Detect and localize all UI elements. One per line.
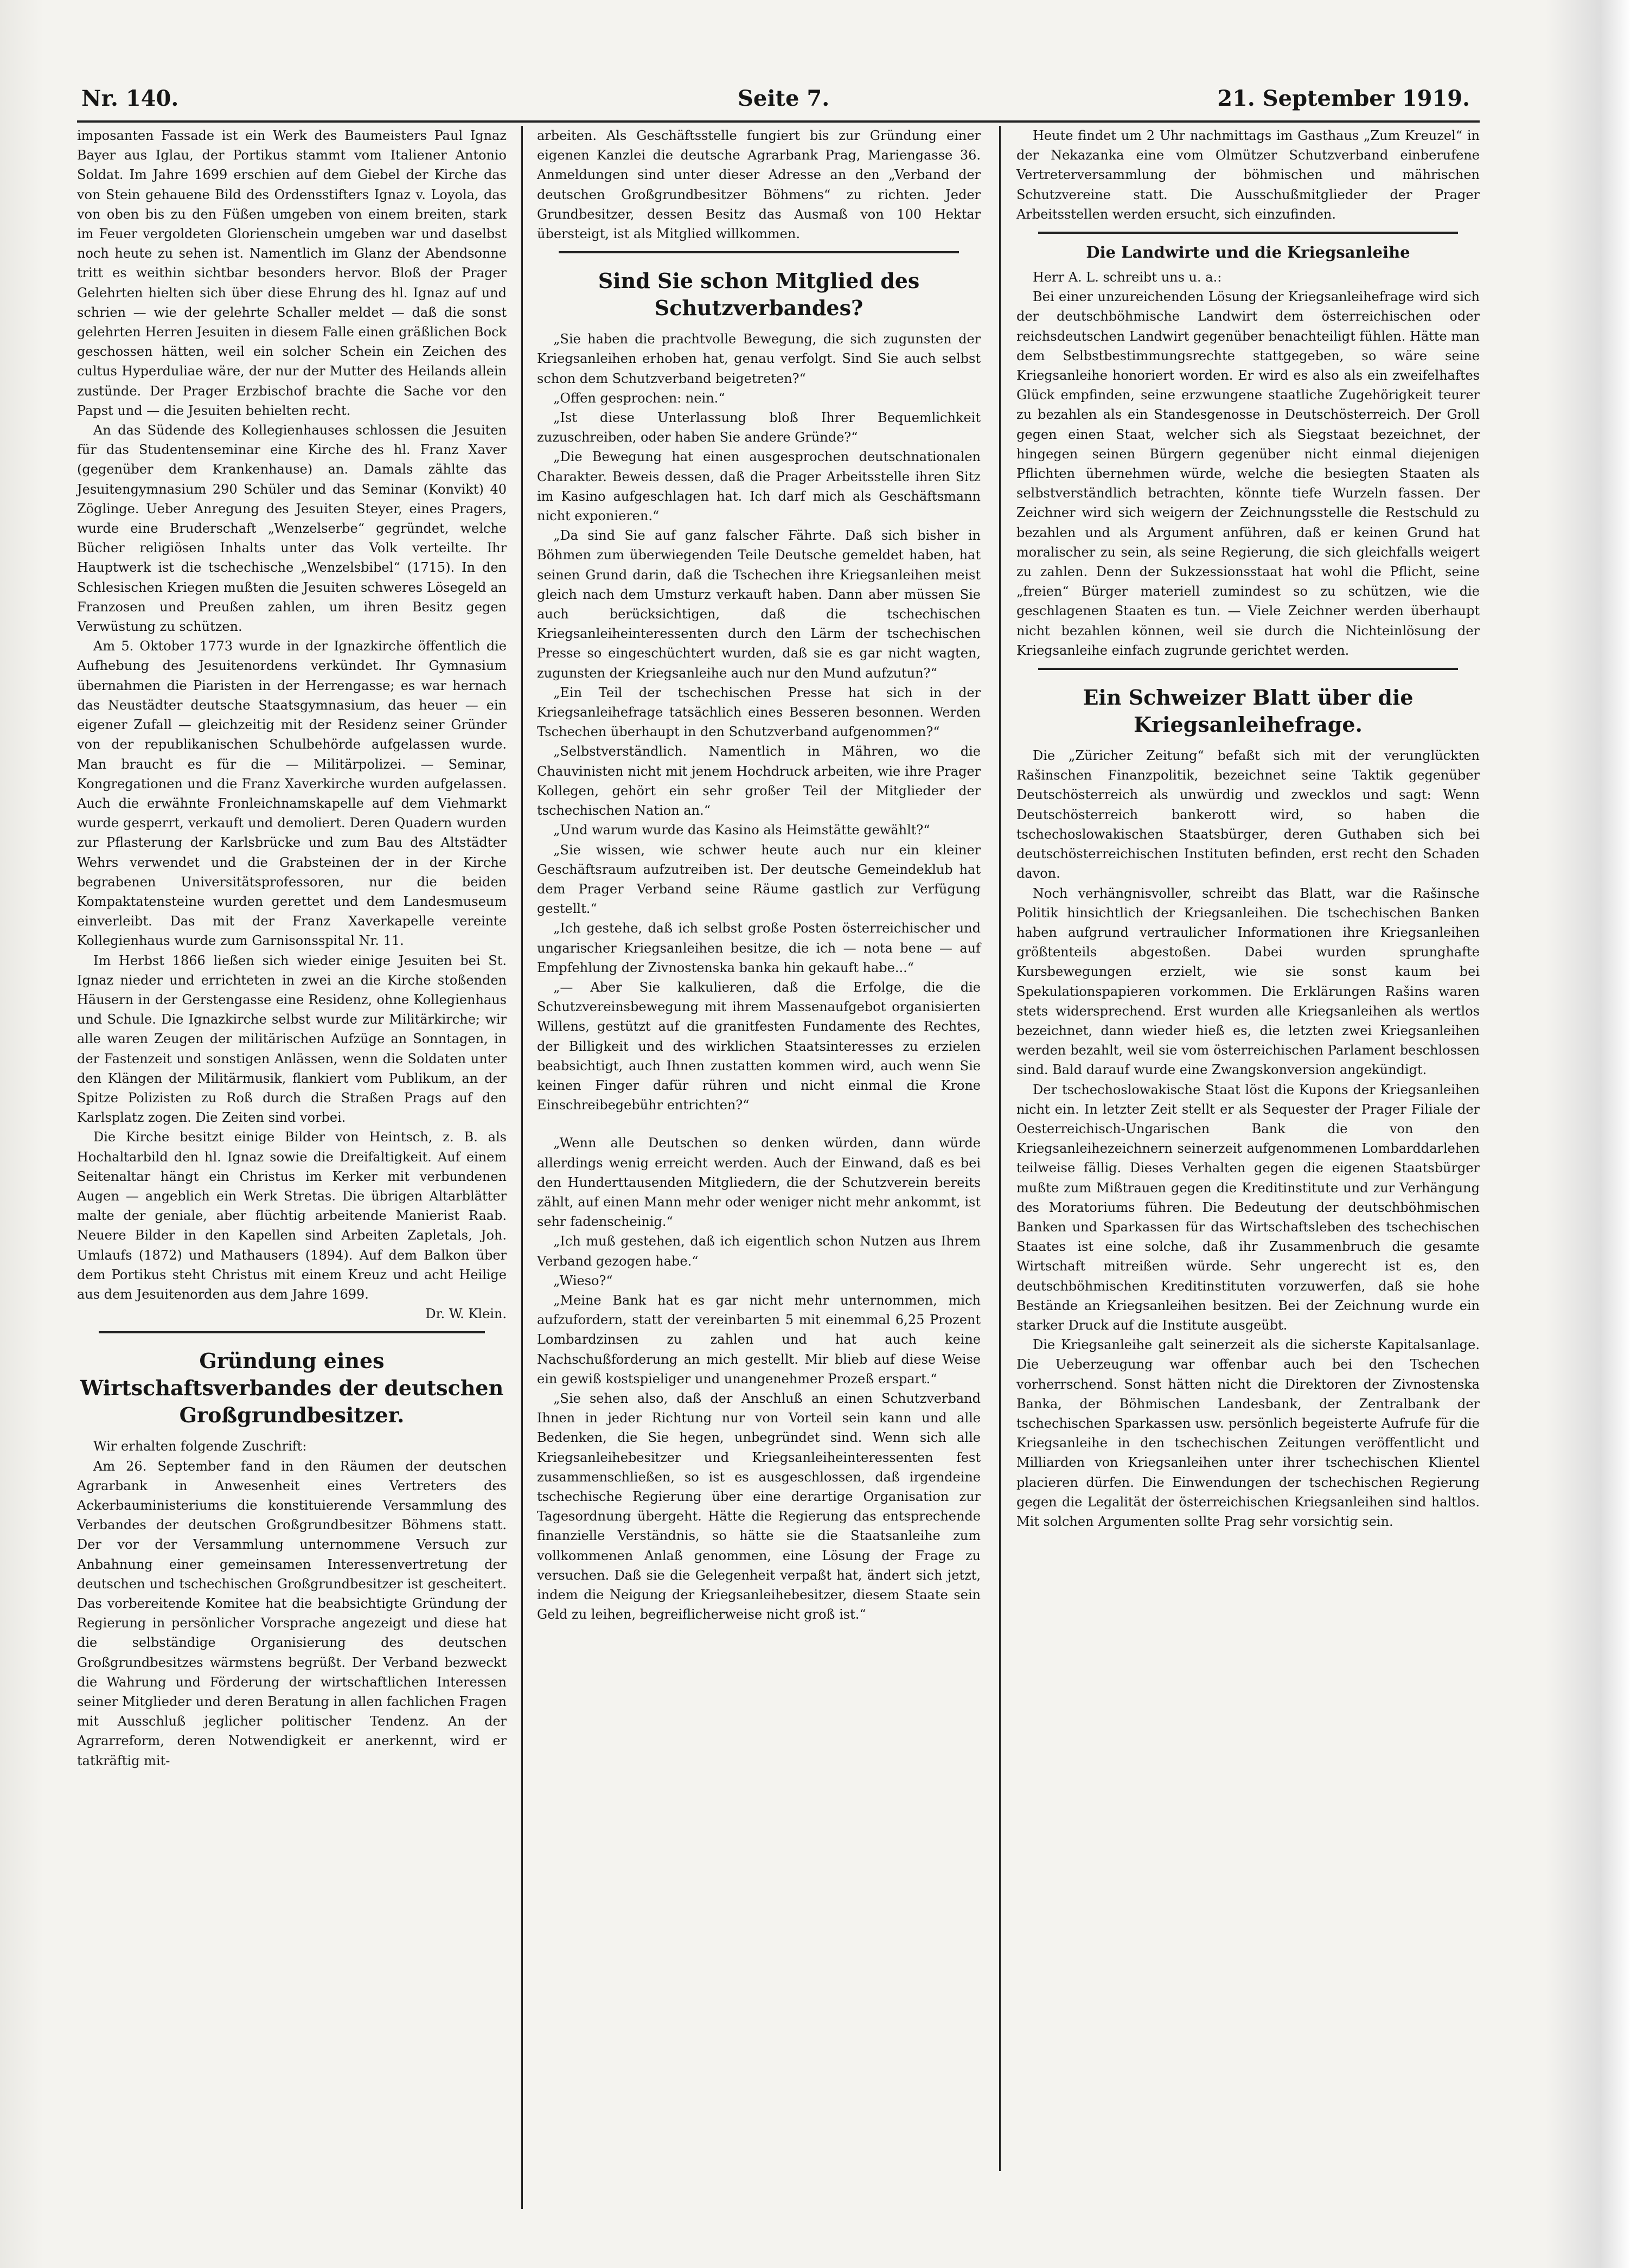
article-paragraph: Die Kirche besitzt einige Bilder von Heintsch, z. B. als Hochaltarbild den hl. Ignaz sowie die Dreifaltigkeit. Auf einem Seitenaltar hängt ein Christus im Kerker mit verbundenen Augen — angeblich ein Werk Stretas. Die übrigen Altarblätter malte der geniale, aber flüchtig arbeitende Manierist Raab. Neuere Bilder in den Kapellen sind Arbeiten Zapletals, Joh. Umlaufs (1872) und Mathausers (1894). Auf dem Balkon über dem Portikus steht Christus mit einem Kreuz und acht Heilige aus dem Jesuitenorden aus dem Jahre 1699. [77, 1129, 507, 1302]
column-2 [537, 126, 981, 2241]
dialogue-paragraph: „Sie haben die prachtvolle Bewegung, die sich zugunsten der Kriegsanleihen erhoben hat, genau verfolgt. Sind Sie auch selbst schon dem Schutzverband beigetreten?“ [537, 331, 981, 386]
dialogue-paragraph: „— Aber Sie kalkulieren, daß die Erfolge, die die Schutzvereinsbewegung mit ihrem Massenaufgebot organisierten Willens, gestützt auf die granitfesten Fundamente des Rechtes, der Billigkeit und des wirklichen Staatsinteresses zu erzielen beabsichtigt, auch Ihnen zustatten kommen wird, auch wenn Sie keinen Finger dafür rühren und nicht einmal die Krone Einschreibegebühr entrichten?“ [537, 979, 981, 1113]
dialogue-paragraph: „Offen gesprochen: nein.“ [553, 390, 725, 406]
dialogue-paragraph: „Ist diese Unterlassung bloß Ihrer Bequemlichkeit zuzuschreiben, oder haben Sie andere Gründe?“ [537, 410, 981, 445]
article-paragraph: Am 5. Oktober 1773 wurde in der Ignazkirche öffentlich die Aufhebung des Jesuitenordens verkündet. Ihr Gymnasium übernahmen die Piaristen in der Herrengasse; es war hernach das Neustädter deutsche Staatsgymnasium, das heuer — ein eigener Zufall — gleichzeitig mit der Residenz seiner Gründer von der republikanischen Schulbehörde aufgelassen wurde. Man braucht es für die — Militärpolizei. — Seminar, Kongregationen und die Franz Xaverkirche wurden aufgelassen. Auch die erwähnte Fronleichnamskapelle auf dem Viehmarkt wurde gesperrt, verkauft und demoliert. Deren Quadern wurden zur Pflasterung der Karlsbrücke und zum Bau des Altstädter Wehrs verwendet und die Grabsteinen der in der Kirche begrabenen Universitätsprofessoren, nur die beiden Kompaktatensteine wurden gerettet und dem Landesmuseum einverleibt. Das mit der Franz Xaverkapelle vereinte Kollegienhaus wurde zum Garnisonsspital Nr. 11. [77, 638, 507, 949]
dialogue-paragraph: „Sie sehen also, daß der Anschluß an einen Schutzverband Ihnen in jeder Richtung nur von Vorteil sein kann und alle Bedenken, die Sie hegen, unbegründet sind. Wenn sich alle Kriegsanleihebesitzer und Kriegsanleiheinteressenten fest zusammenschließen, so ist es ausgeschlossen, daß irgendeine tschechische Regierung über eine derartige Organisation zur Tagesordnung übergeht. Hätte die Regierung das entsprechende finanzielle Verständnis, so hätte sie die Staatsanleihe zum vollkommenen Anlaß genommen, eine Lösung der Frage zu versuchen. Daß sie die Gelegenheit verpaßt hat, ändert sich jetzt, indem die Neigung der Kriegsanleihebesitzer, diesem Staate sein Geld zu leihen, begreiflicherweise nicht groß ist.“ [537, 1390, 981, 1622]
headline-schweizer-blatt: Ein Schweizer Blatt über die Kriegsanleihefrage. [1083, 685, 1413, 737]
page-number: Seite 7. [738, 86, 830, 111]
article-paragraph: Die „Züricher Zeitung“ befaßt sich mit der verunglückten Rašinschen Finanzpolitik, bezeichnet seine Taktik gegenüber Deutschösterreich als unwürdig und zwecklos und sagt: Wenn Deutschösterreich bankerott wird, so haben die tschechoslowakischen Staatsbürger, deren Guthaben sich bei deutschösterreichischen Instituten befinden, erst recht den Schaden davon. [1016, 748, 1480, 881]
column-divider-1 [521, 126, 523, 2209]
dialogue-paragraph: „Da sind Sie auf ganz falscher Fährte. Daß sich bisher in Böhmen zum überwiegenden Teile Deutsche gemeldet haben, hat seinen Grund darin, daß die Tschechen ihre Kriegsanleihen meist gleich nach dem Umsturz verkauft haben. Dann aber müssen Sie auch berücksichtigen, daß die tschechischen Kriegsanleiheinteressenten durch den Lärm der tschechischen Presse so eingeschüchtert wurden, daß sie es gar nicht wagten, zugunsten der Kriegsanleihe auch nur den Mund aufzutun?“ [537, 528, 981, 681]
article-separator [559, 251, 959, 253]
issue-number: Nr. 140. [81, 86, 179, 111]
article-separator [1038, 232, 1458, 234]
paragraph-gap [537, 1115, 981, 1133]
article-separator [1038, 668, 1458, 670]
headline-landwirte: Die Landwirte und die Kriegsanleihe [1086, 243, 1410, 262]
dialogue-paragraph: „Selbstverständlich. Namentlich in Mähren, wo die Chauvinisten nicht mit jenem Hochdruck arbeiten, wie ihre Prager Kollegen, gehört ein sehr großer Teil der Mitglieder der tschechischen Nation an.“ [537, 744, 981, 819]
article-paragraph: Die Kriegsanleihe galt seinerzeit als die sicherste Kapitalsanlage. Die Ueberzeugung war offenbar auch bei den Tschechen vorherrschend. Sonst hätten nicht die Direktoren der Zivnostenska Banka, der Böhmischen Landesbank, der Zentralbank der tschechischen Sparkassen usw. persönlich begeisterte Aufrufe für die Kriegsanleihe in den tschechischen Zeitungen veröffentlicht und Milliarden von Kriegsanleihen unter ihrer tschechischen Klientel placieren dürfen. Die Einwendungen der tschechischen Regierung gegen die Legalität der österreichischen Kriegsanleihen sind haltlos. Mit solchen Argumenten sollte Prag sehr vorsichtig sein. [1016, 1337, 1480, 1529]
dialogue-paragraph: „Sie wissen, wie schwer heute auch nur ein kleiner Geschäftsraum aufzutreiben ist. Der deutsche Gemeindeklub hat dem Prager Verband seine Räume gastlich zur Verfügung gestellt.“ [537, 842, 981, 917]
masthead-rule [77, 120, 1480, 123]
headline-schutzverband: Sind Sie schon Mitglied des Schutzverbandes? [598, 269, 920, 321]
dialogue-paragraph: „Ein Teil der tschechischen Presse hat sich in der Kriegsanleihefrage tatsächlich eines Besseren besonnen. Werden Tschechen überhaupt in den Schutzverband aufgenommen?“ [537, 685, 981, 740]
article-paragraph: An das Südende des Kollegienhauses schlossen die Jesuiten für das Studentenseminar eine Kirche des hl. Franz Xaver (gegenüber dem Krankenhause) an. Damals zählte das Jesuitengymnasium 290 Schüler und das Seminar (Konvikt) 40 Zöglinge. Ueber Anregung des Jesuiten Steyer, eines Pragers, wurde eine Bruderschaft „Wenzelserbe“ gegründet, welche Bücher religiösen Inhalts unter das Volk verteilte. Ihr Hauptwerk ist die tschechische „Wenzelsbibel“ (1715). In den Schlesischen Kriegen mußten die Jesuiten schweres Lösegeld an Franzosen und Preußen zahlen, um ihren Besitz gegen Verwüstung zu schützen. [77, 423, 507, 635]
article-paragraph: Der tschechoslowakische Staat löst die Kupons der Kriegsanleihen nicht ein. In letzter Zeit stellt er als Sequester der Prager Filiale der Oesterreichisch-Ungarischen Bank die von den Kriegsanleihezeichnern seinerzeit aufgenommenen Lombarddarlehen teilweise fällig. Dieses Verhalten gegen die eigenen Staatsbürger mußte zum Mißtrauen gegen die Kreditinstitute und zur Verhängung des Moratoriums führen. Die Bedeutung der deutschböhmischen Banken und Sparkassen für das Wirtschaftsleben des tschechischen Staates ist eine solche, daß ihr Zusammenbruch die gesamte Wirtschaft mitreißen würde. Sehr ungerecht ist es, den deutschböhmischen Kreditinstituten vorzuwerfen, daß sie hohe Bestände an Kriegsanleihen besitzen. Bei der Zeichnung wurde ein starker Druck auf die Institute ausgeübt. [1016, 1082, 1480, 1333]
issue-date: 21. September 1919. [1217, 86, 1470, 111]
article-paragraph: Herr A. L. schreibt uns u. a.: [1033, 270, 1222, 285]
headline-wirtschaftsverband: Gründung eines Wirtschaftsverbandes der deutschen Großgrundbesitzer. [80, 1349, 504, 1428]
column-1 [77, 126, 507, 2241]
dialogue-paragraph: „Meine Bank hat es gar nicht mehr unternommen, mich aufzufordern, statt der vereinbarten 5 mit einemmal 6,25 Prozent Lombardzinsen zu zahlen und hat auch keine Nachschußforderung an mich gestellt. Mir blieb auf diese Weise ein gewiß kostspieliger und unangenehmer Prozeß erspart.“ [537, 1292, 981, 1387]
article-paragraph: Wir erhalten folgende Zuschrift: [93, 1439, 307, 1454]
dialogue-paragraph: „Ich muß gestehen, daß ich eigentlich schon Nutzen aus Ihrem Verband gezogen habe.“ [537, 1234, 981, 1269]
article-signature: Dr. W. Klein. [425, 1306, 507, 1322]
dialogue-paragraph: „Die Bewegung hat einen ausgesprochen deutschnationalen Charakter. Beweis dessen, daß die Prager Arbeitsstelle ihren Sitz im Kasino aufgeschlagen hat. Ich darf mich als Geschäftsmann nicht exponieren.“ [537, 449, 981, 524]
dialogue-paragraph: „Wieso?“ [553, 1273, 613, 1288]
article-paragraph: imposanten Fassade ist ein Werk des Baumeisters Paul Ignaz Bayer aus Iglau, der Portikus stammt vom Italiener Antonio Soldat. Im Jahre 1699 erschien auf dem Giebel der Kirche das von Stein gehauene Bild des Ordensstifters Ignaz v. Loyola, das von oben bis zu den Füßen umgeben von einem breiten, stark im Feuer vergoldeten Glorienschein umgeben war und daselbst noch heute zu sehen ist. Namentlich im Glanz der Abendsonne tritt es weithin sichtbar besonders hervor. Bloß der Prager Gelehrten hielten sich über diese Ehrung des hl. Ignaz auf und schrien — wie der gelehrte Schaller meldet — daß die sonst gelehrten Herren Jesuiten in diesem Falle einen gräßlichen Bock geschossen hätten, weil ein solcher Schein ein Zeichen des cultus Hyperduliae wäre, der nur der Mutter des Heilands allein zustünde. Der Prager Erzbischof brachte die Sache vor den Papst und — die Jesuiten behielten recht. [77, 128, 507, 418]
article-paragraph: Am 26. September fand in den Räumen der deutschen Agrarbank in Anwesenheit eines Vertreters des Ackerbauministeriums die konstituierende Versammlung des Verbandes der deutschen Großgrundbesitzer Böhmens statt. Der vor der Versammlung unternommene Versuch zur Anbahnung einer gemeinsamen Interessenvertretung der deutschen und tschechischen Großgrundbesitzer ist gescheitert. Das vorbereitende Komitee hat die beabsichtigte Gründung der Regierung in persönlicher Vorsprache angezeigt und diese hat die selbständige Organisierung des deutschen Großgrundbesitzes wärmstens begrüßt. Der Verband bezweckt die Wahrung und Förderung der wirtschaftlichen Interessen seiner Mitglieder und deren Beratung in allen fachlichen Fragen mit Ausschluß jeglicher politischer Tendenz. An der Agrarreform, deren Notwendigkeit er anerkennt, wird er tatkräftig mit- [77, 1458, 507, 1768]
dialogue-paragraph: „Ich gestehe, daß ich selbst große Posten österreichischer und ungarischer Kriegsanleihen besitze, die ich — nota bene — auf Empfehlung der Zivnostenska banka hin gekauft habe...“ [537, 921, 981, 975]
article-paragraph: Noch verhängnisvoller, schreibt das Blatt, war die Rašinsche Politik hinsichtlich der Kriegsanleihen. Die tschechischen Banken haben aufgrund vertraulicher Informationen ihre Kriegsanleihen größtenteils abgestoßen. Dabei wurden sprunghafte Kursbewegungen erzielt, wie sie sonst kaum bei Spekulationspapieren vorkommen. Die Erklärungen Rašins waren stets widersprechend. Erst wurden alle Kriegsanleihen als wertlos bezeichnet, dann wieder hieß es, die letzten zwei Kriegsanleihen werden bezahlt, weil sie vom österreichischen Parlament beschlossen sind. Bald darauf wurde eine Zwangskonversion angekündigt. [1016, 885, 1480, 1078]
article-paragraph: Heute findet um 2 Uhr nachmittags im Gasthaus „Zum Kreuzel“ in der Nekazanka eine vom Olmützer Schutzverband einberufene Vertreterversammlung der böhmischen und mährischen Schutzvereine statt. Die Ausschußmitglieder der Prager Arbeitsstellen werden ersucht, sich einzufinden. [1016, 128, 1480, 222]
article-paragraph: arbeiten. Als Geschäftsstelle fungiert bis zur Gründung einer eigenen Kanzlei die deutsche Agrarbank Prag, Mariengasse 36. Anmeldungen sind unter dieser Adresse an den „Verband der deutschen Großgrundbesitzer Böhmens“ zu richten. Jeder Grundbesitzer, dessen Besitz das Ausmaß von 100 Hektar übersteigt, ist als Mitglied willkommen. [537, 128, 981, 242]
article-separator [99, 1331, 485, 1333]
article-paragraph: Bei einer unzureichenden Lösung der Kriegsanleihefrage wird sich der deutschböhmische Landwirt dem österreichischen oder reichsdeutschen Landwirt gegenüber benachteiligt fühlen. Hätte man dem Selbstbestimmungsrechte stattgegeben, so wäre seine Kriegsanleihe honoriert worden. Er wird es also als ein zweifelhaftes Glück empfinden, seine erzwungene staatliche Zugehörigkeit teurer zu bezahlen als ein Standesgenosse in Deutschösterreich. Der Groll gegen einen Staat, welcher sich als Siegstaat bezeichnet, der hingegen seinen Bürgern gegenüber nicht einmal diejenigen Pflichten übernehmen würde, welche die besiegten Staaten als selbstverständlich betrachten, könnte tiefe Wurzeln fassen. Der Zeichner wird sich weigern der Zeichnungsstelle die Restschuld zu bezahlen und als Argument anführen, daß er keinen Grund hat moralischer zu sein, als seine Regierung, die sich gleichfalls weigert zu zahlen. Denn der Sukzessionsstaat hat wohl die Pflicht, seine „freien“ Bürger materiell zumindest so zu schützen, wie die geschlagenen Staaten es tun. — Viele Zeichner werden überhaupt nicht bezahlen können, weil sie durch die Nichteinlösung der Kriegsanleihe einfach zugrunde gerichtet werden. [1016, 289, 1480, 658]
column-3 [1016, 126, 1480, 2220]
masthead [81, 81, 1470, 119]
article-paragraph: Im Herbst 1866 ließen sich wieder einige Jesuiten bei St. Ignaz nieder und errichteten in zwei an die Kirche stoßenden Häusern in der Gerstengasse eine Residenz, ohne Kollegienhaus und Schule. Die Ignazkirche selbst wurde zur Militärkirche; wir alle waren Zeugen der militärischen Aufzüge an Sonntagen, in der Fastenzeit und sonstigen Anlässen, wenn die Soldaten unter den Klängen der Militärmusik, flankiert vom Publikum, an der Spitze Polizisten zu Roß durch die Straßen Prags auf den Karlsplatz zogen. Die Zeiten sind vorbei. [77, 953, 507, 1126]
dialogue-paragraph: „Und warum wurde das Kasino als Heimstätte gewählt?“ [553, 822, 930, 838]
column-divider-2 [999, 126, 1001, 2171]
dialogue-paragraph: „Wenn alle Deutschen so denken würden, dann würde allerdings wenig erreicht werden. Auch der Einwand, daß es bei den Hunderttausenden Mitgliedern, die der Schutzverein bereits zählt, auf einen Mann mehr oder weniger nicht mehr ankommt, ist sehr fadenscheinig.“ [537, 1135, 981, 1230]
